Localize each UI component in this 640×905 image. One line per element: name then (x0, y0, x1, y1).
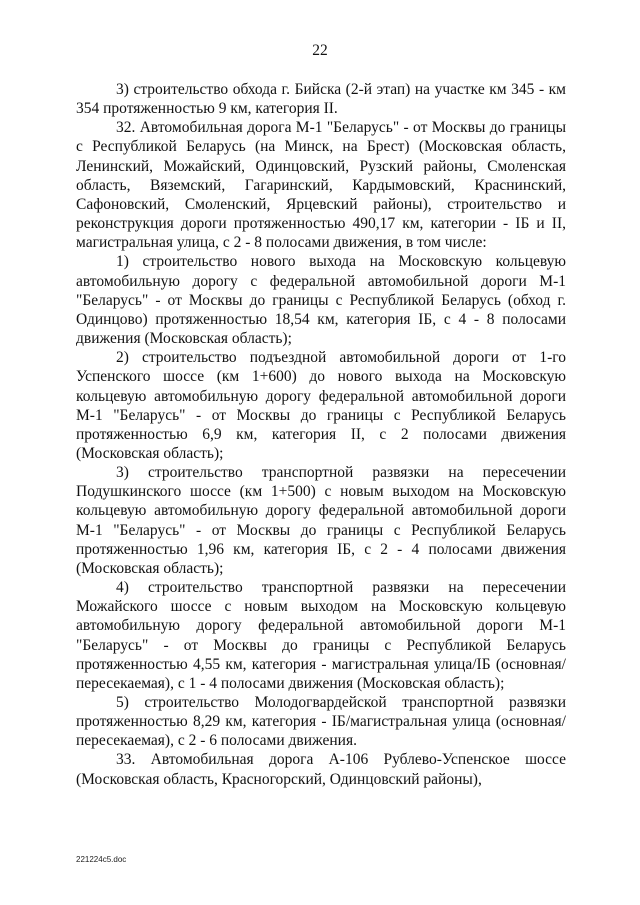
page-number: 22 (312, 42, 328, 59)
paragraph-item-2-access-road: 2) строительство подъездной автомобильной дороги от 1-го Успенского шоссе (км 1+600) до нового выхода на Московскую кольцевую автомобильную дорогу федеральной автомобильной дороги М-1 "Беларусь" - от Москвы до границы с Республикой Беларусь протяженностью 6,9 км, категория II, с 2 полосами движения (Московская область); (76, 349, 566, 462)
paragraph-road-m1-belarus: 32. Автомобильная дорога М-1 "Беларусь" - от Москвы до границы с Республикой Беларусь (на Минск, на Брест) (Московская область, Ленинский, Можайский, Одинцовский, Рузский районы, Смоленская область, Вяземский, Гагаринский, Кардымовский, Краснинский, Сафоновский, Смоленский, Ярцевский районы), строительство и реконструкция дороги протяженностью 490,17 км, категории - IБ и II, магистральная улица, с 2 - 8 полосами движения, в том числе: (76, 119, 566, 252)
document-body (76, 80, 566, 789)
paragraph-item-3-podushkinskoe-interchange: 3) строительство транспортной развязки на пересечении Подушкинского шоссе (км 1+500) с новым выходом на Московскую кольцевую автомобильную дорогу федеральной автомобильной дороги М-1 "Беларусь" - от Москвы до границы с Республикой Беларусь протяженностью 1,96 км, категория IБ, с 2 - 4 полосами движения (Московская область); (76, 464, 566, 577)
paragraph-item-4-mozhaiskoe-interchange: 4) строительство транспортной развязки на пересечении Можайского шоссе с новым выходом на Московскую кольцевую автомобильную дорогу федеральной автомобильной дороги М-1 "Беларусь" - от Москвы до границы с Республикой Беларусь протяженностью 4,55 км, категория - магистральная улица/IБ (основная/пересекаемая), с 1 - 4 полосами движения (Московская область); (76, 579, 566, 692)
paragraph-item-1-new-exit-mkad: 1) строительство нового выхода на Московскую кольцевую автомобильную дорогу с федеральной автомобильной дороги М-1 "Беларусь" - от Москвы до границы с Республикой Беларусь (обход г. Одинцово) протяженностью 18,54 км, категория IБ, с 4 - 8 полосами движения (Московская область); (76, 253, 566, 348)
footer-filename: 221224c5.doc (76, 855, 127, 864)
paragraph-bypass-biysk: 3) строительство обхода г. Бийска (2-й этап) на участке км 345 - км 354 протяженностью 9 км, категория II. (76, 81, 566, 118)
paragraph-item-5-molodogvardeiskaya-interchange: 5) строительство Молодогвардейской транспортной развязки протяженностью 8,29 км, категория - IБ/магистральная улица (основная/пересекаемая), с 2 - 6 полосами движения. (76, 694, 566, 750)
paragraph-road-a106: 33. Автомобильная дорога А-106 Рублево-Успенское шоссе (Московская область, Красногорский, Одинцовский районы), (76, 751, 566, 788)
